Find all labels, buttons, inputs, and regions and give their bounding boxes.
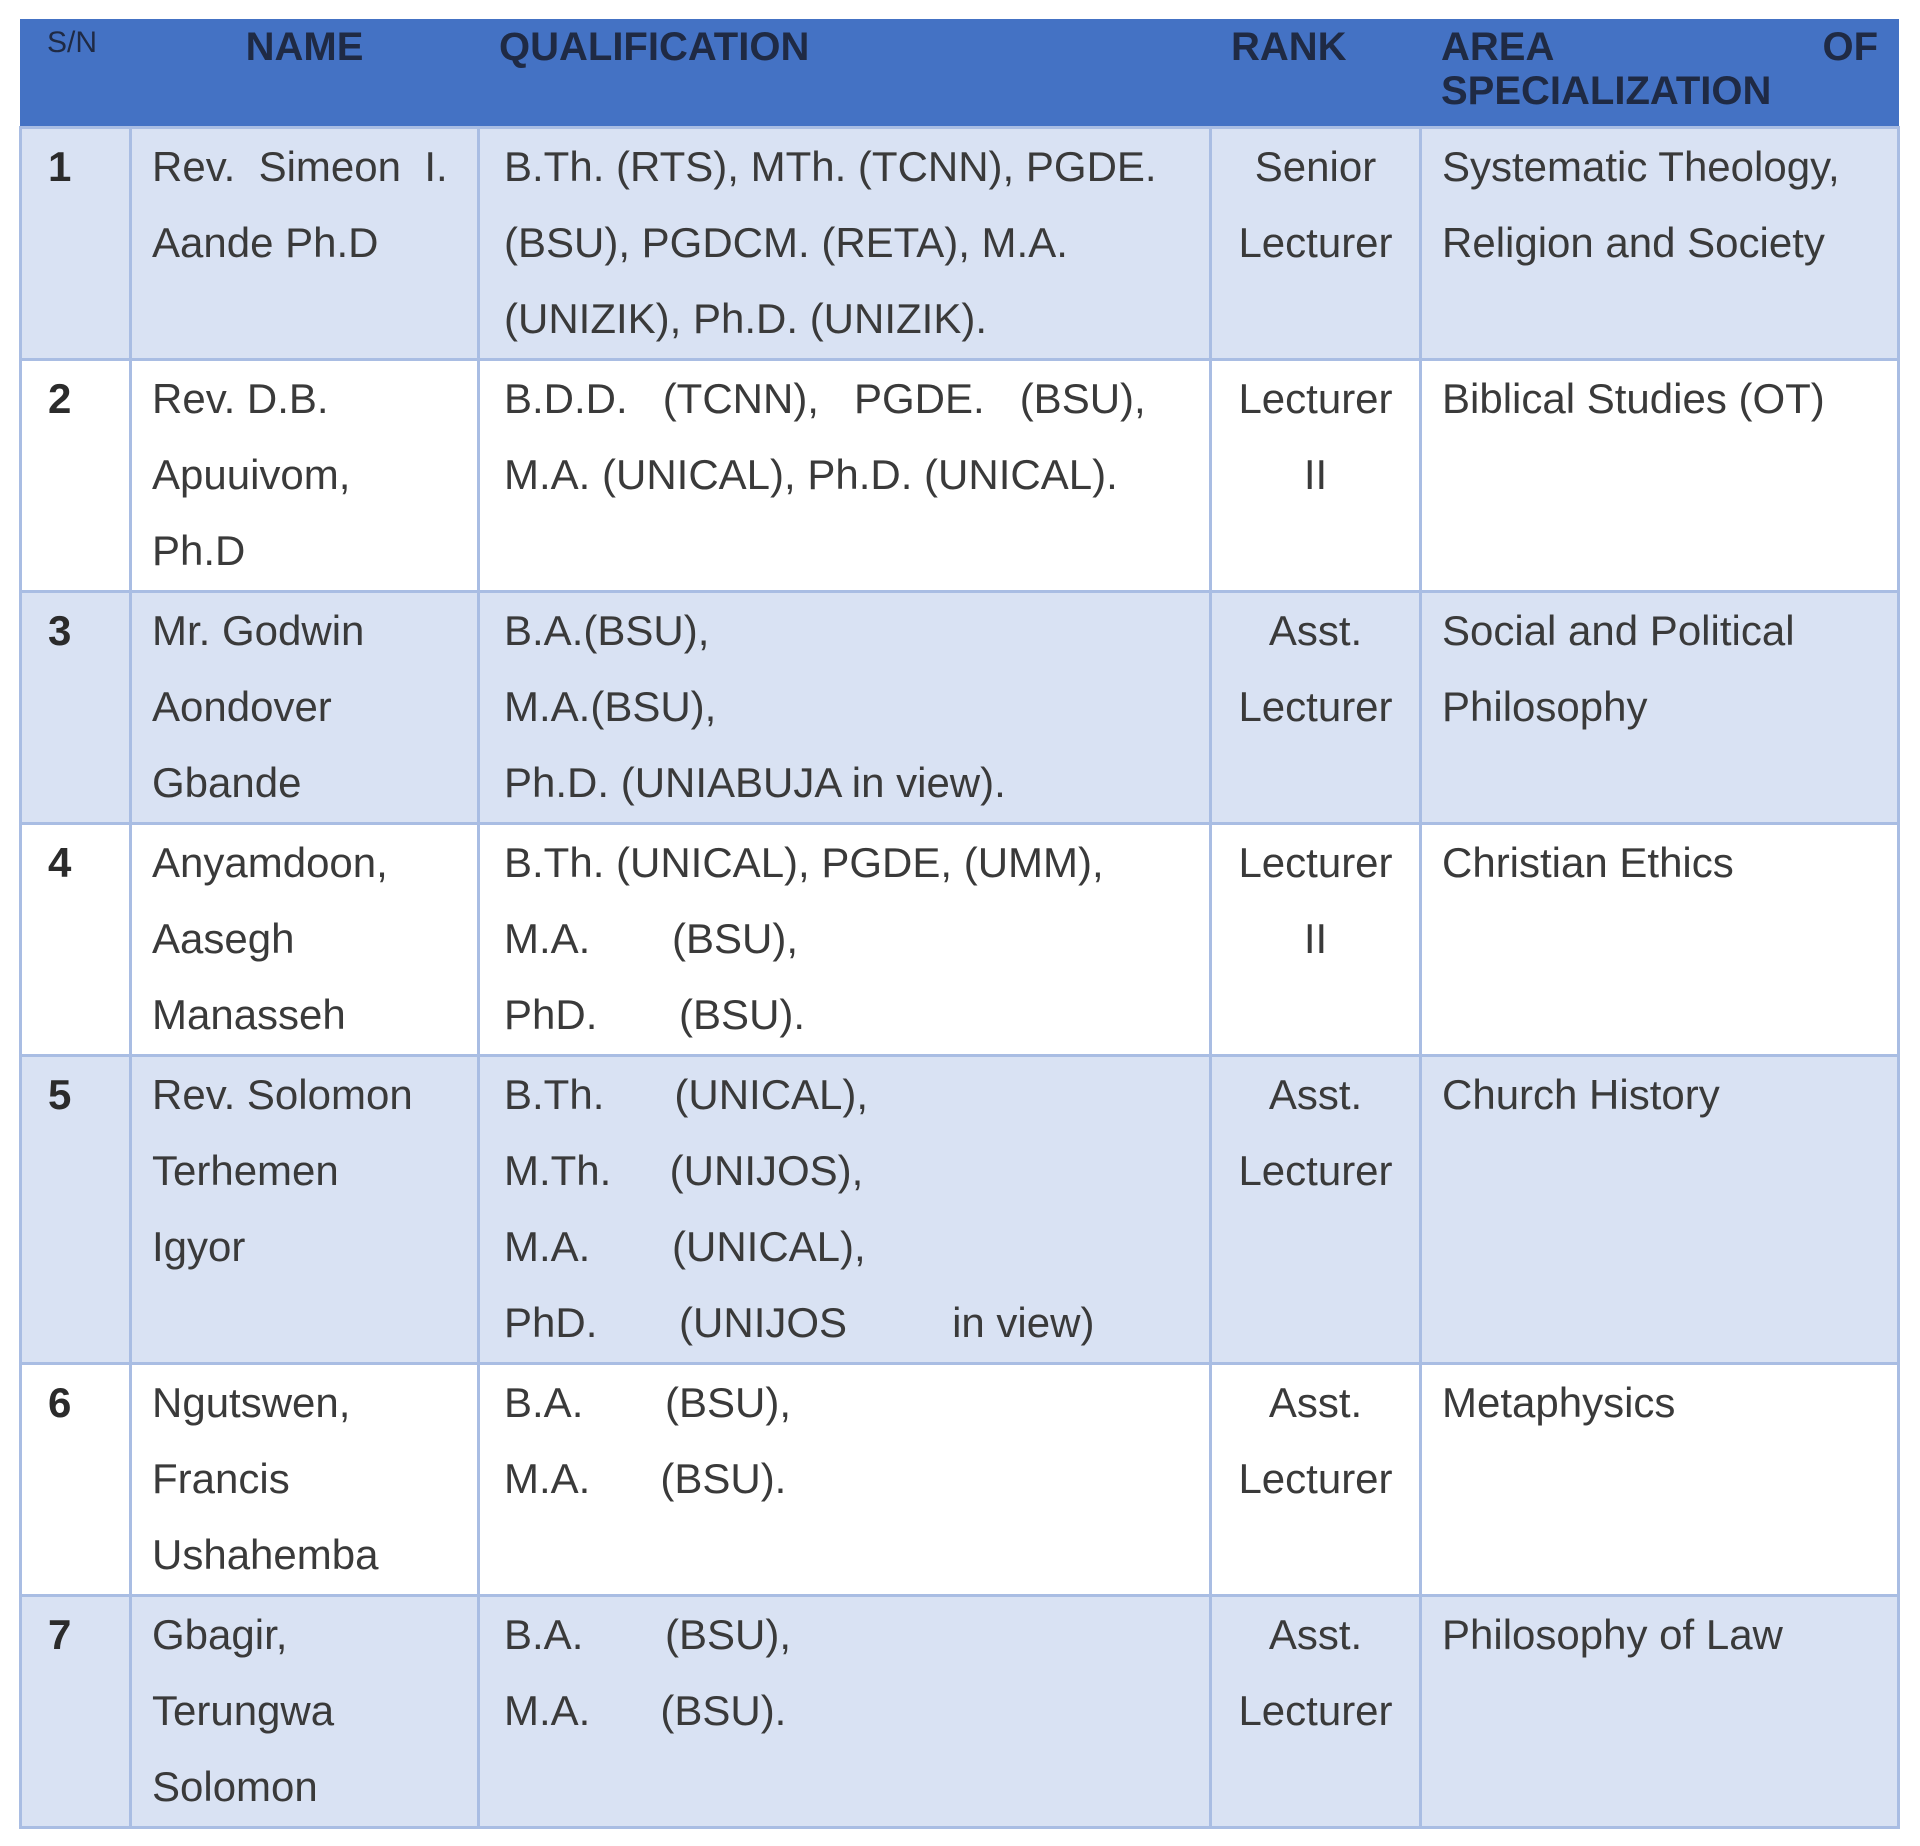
cell-sn: 5 bbox=[21, 1055, 131, 1363]
cell-name: Rev. Simeon I. Aande Ph.D bbox=[131, 127, 479, 359]
cell-sn: 6 bbox=[21, 1363, 131, 1595]
cell-rank: Asst. Lecturer bbox=[1211, 1595, 1421, 1827]
header-qualification: QUALIFICATION bbox=[479, 19, 1211, 127]
cell-name: Gbagir, Terungwa Solomon bbox=[131, 1595, 479, 1827]
cell-rank: Senior Lecturer bbox=[1211, 127, 1421, 359]
header-name: NAME bbox=[131, 19, 479, 127]
cell-name: Ngutswen, Francis Ushahemba bbox=[131, 1363, 479, 1595]
cell-area: Metaphysics bbox=[1421, 1363, 1899, 1595]
cell-qualification: B.D.D. (TCNN), PGDE. (BSU), M.A. (UNICAL), Ph.D. (UNICAL). bbox=[479, 359, 1211, 591]
cell-name: Rev. D.B. Apuuivom, Ph.D bbox=[131, 359, 479, 591]
cell-qualification: B.A.(BSU), M.A.(BSU), Ph.D. (UNIABUJA in view). bbox=[479, 591, 1211, 823]
cell-name: Mr. Godwin Aondover Gbande bbox=[131, 591, 479, 823]
cell-sn: 3 bbox=[21, 591, 131, 823]
table-row bbox=[21, 127, 1899, 359]
cell-area: Church History bbox=[1421, 1055, 1899, 1363]
staff-table bbox=[19, 19, 1900, 1829]
header-area-line2: SPECIALIZATION bbox=[1441, 69, 1772, 113]
cell-sn: 4 bbox=[21, 823, 131, 1055]
table-row bbox=[21, 823, 1899, 1055]
cell-area: Social and Political Philosophy bbox=[1421, 591, 1899, 823]
cell-qualification: B.A. (BSU), M.A. (BSU). bbox=[479, 1595, 1211, 1827]
cell-sn: 2 bbox=[21, 359, 131, 591]
cell-rank: Asst. Lecturer bbox=[1211, 1055, 1421, 1363]
table-row bbox=[21, 591, 1899, 823]
table-row bbox=[21, 1055, 1899, 1363]
cell-area: Systematic Theology, Religion and Society bbox=[1421, 127, 1899, 359]
cell-rank: Asst. Lecturer bbox=[1211, 591, 1421, 823]
cell-qualification: B.Th. (UNICAL), M.Th. (UNIJOS), M.A. (UNICAL), PhD. (UNIJOS in view) bbox=[479, 1055, 1211, 1363]
header-sn: S/N bbox=[21, 19, 131, 127]
cell-qualification: B.A. (BSU), M.A. (BSU). bbox=[479, 1363, 1211, 1595]
cell-name: Rev. Solomon Terhemen Igyor bbox=[131, 1055, 479, 1363]
cell-qualification: B.Th. (RTS), MTh. (TCNN), PGDE. (BSU), PGDCM. (RETA), M.A. (UNIZIK), Ph.D. (UNIZIK). bbox=[479, 127, 1211, 359]
cell-rank: Lecturer II bbox=[1211, 823, 1421, 1055]
cell-sn: 1 bbox=[21, 127, 131, 359]
cell-sn: 7 bbox=[21, 1595, 131, 1827]
cell-rank: Lecturer II bbox=[1211, 359, 1421, 591]
cell-rank: Asst. Lecturer bbox=[1211, 1363, 1421, 1595]
cell-area: Biblical Studies (OT) bbox=[1421, 359, 1899, 591]
cell-qualification: B.Th. (UNICAL), PGDE, (UMM), M.A. (BSU), PhD. (BSU). bbox=[479, 823, 1211, 1055]
table-header-row bbox=[21, 19, 1899, 127]
cell-area: Philosophy of Law bbox=[1421, 1595, 1899, 1827]
cell-name: Anyamdoon, Aasegh Manasseh bbox=[131, 823, 479, 1055]
header-rank: RANK bbox=[1211, 19, 1421, 127]
header-area bbox=[1421, 19, 1899, 127]
cell-area: Christian Ethics bbox=[1421, 823, 1899, 1055]
table-row bbox=[21, 359, 1899, 591]
table-row bbox=[21, 1595, 1899, 1827]
header-area-line1: AREA OF bbox=[1441, 25, 1878, 69]
table-row bbox=[21, 1363, 1899, 1595]
